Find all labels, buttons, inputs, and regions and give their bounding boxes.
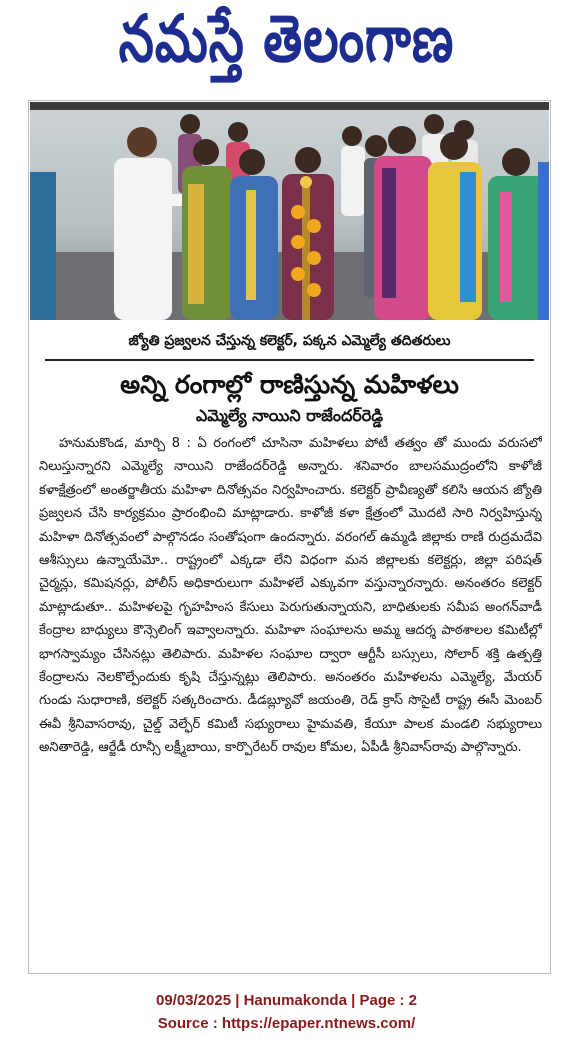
article-subheadline: ఎమ్మెల్యే నాయిని రాజేందర్‌రెడ్డి xyxy=(195,406,384,425)
newspaper-masthead xyxy=(30,0,543,88)
event-photo xyxy=(30,102,549,320)
news-clipping xyxy=(28,100,551,974)
footer-date-edition-page: 09/03/2025 | Hanumakonda | Page : 2 xyxy=(155,992,417,1009)
article-headline: అన్ని రంగాల్లో రాణిస్తున్న మహిళలు xyxy=(120,370,459,399)
lamp-lighting-photo xyxy=(30,102,549,320)
caption-divider xyxy=(45,359,534,361)
photo-caption: జ్యోతి ప్రజ్వలన చేస్తున్న కలెక్టర్, పక్కన ఎమ్మెల్యే తదితరులు xyxy=(128,333,451,349)
masthead-title: నమస్తే తెలంగాణ xyxy=(118,0,455,77)
footer-source-link[interactable]: Source : https://epaper.ntnews.com/ xyxy=(157,1015,416,1032)
article-body: హనుమకొండ, మార్చి 8 : ఏ రంగంలో చూసినా మహిళలు పోటీ తత్వం తో ముందు వరుసలో నిలుస్తున్నారని ఎమ్మెల్యే నాయిని రాజేందర్‌రెడ్డి అన్నారు. శనివారం బాలసముద్రంలోని కాళోజీ కళాక్షేత్రంలో అంతర్జాతీయ మహిళా దినోత్సవం నిర్వహించారు. కలెక్టర్ ప్రావీణ్యతో కలిసి ఆయన జ్యోతి ప్రజ్వలన చేసి కార్యక్రమం ప్రారంభించి మాట్లాడారు. కాళోజీ కళా క్షేత్రంలో మొదటి సారి నిర్వహిస్తున్న మహిళా దినోత్సవంలో పాల్గొనడం సంతోషంగా ఉందన్నారు. వరంగల్ ఉమ్మడి జిల్లాకు రాణి రుద్రమదేవి ఆశీస్సులు ఉన్నాయేమో.. రాష్ట్రంలో ఎక్కడా లేని విధంగా మన జిల్లాలకు కలెక్టర్లు, జిల్లా పరిషత్ చైర్మన్లు, కమిషనర్లు, పోలీస్ అధికారులుగా మహిళలే ఎక్కువగా వస్తున్నారన్నారు. అనంతరం కలెక్టర్ మాట్లాడుతూ.. మహిళలపై గృహహింస కేసులు పెరుగుతున్నాయని, బాధితులకు సమీప అంగన్‌వాడీ కేంద్రాల బాధ్యులు కౌన్సెలింగ్ ఇవ్వాలన్నారు. మహిళా సంఘాలను అమ్మ ఆదర్శ పాఠశాలల కమిటీల్లో భాగస్వామ్యం చేసినట్లు తెలిపారు. మహిళల సంఘాల ద్వారా ఆర్టీసీ బస్సులు, సోలార్ శక్తి ఉత్పత్తి కేంద్రాలను నెలకొల్పేందుకు కృషి చేస్తున్నట్లు తెలిపారు. అనంతరం మహిళలను ఎమ్మెల్యే, మేయర్ గుండు సుధారాణి, కలెక్టర్ సత్కరించారు. డీడబ్ల్యూవో జయంతి, రెడ్ క్రాస్ సొసైటీ రాష్ట్ర ఈసీ మెంబర్ ఈవీ శ్రీనివాసరావు, చైల్డ్ వెల్ఫేర్ కమిటీ సభ్యురాలు హైమవతి, కేయూ పాలక మండలి సభ్యురాలు అనితారెడ్డి, ఆర్జేడీ రూన్సీ లక్ష్మీబాయి, కార్పొరేటర్ రావుల కోమల, ఏపీడీ శ్రీనివాస్‌రావు పాల్గొన్నారు. xyxy=(39,436,542,756)
